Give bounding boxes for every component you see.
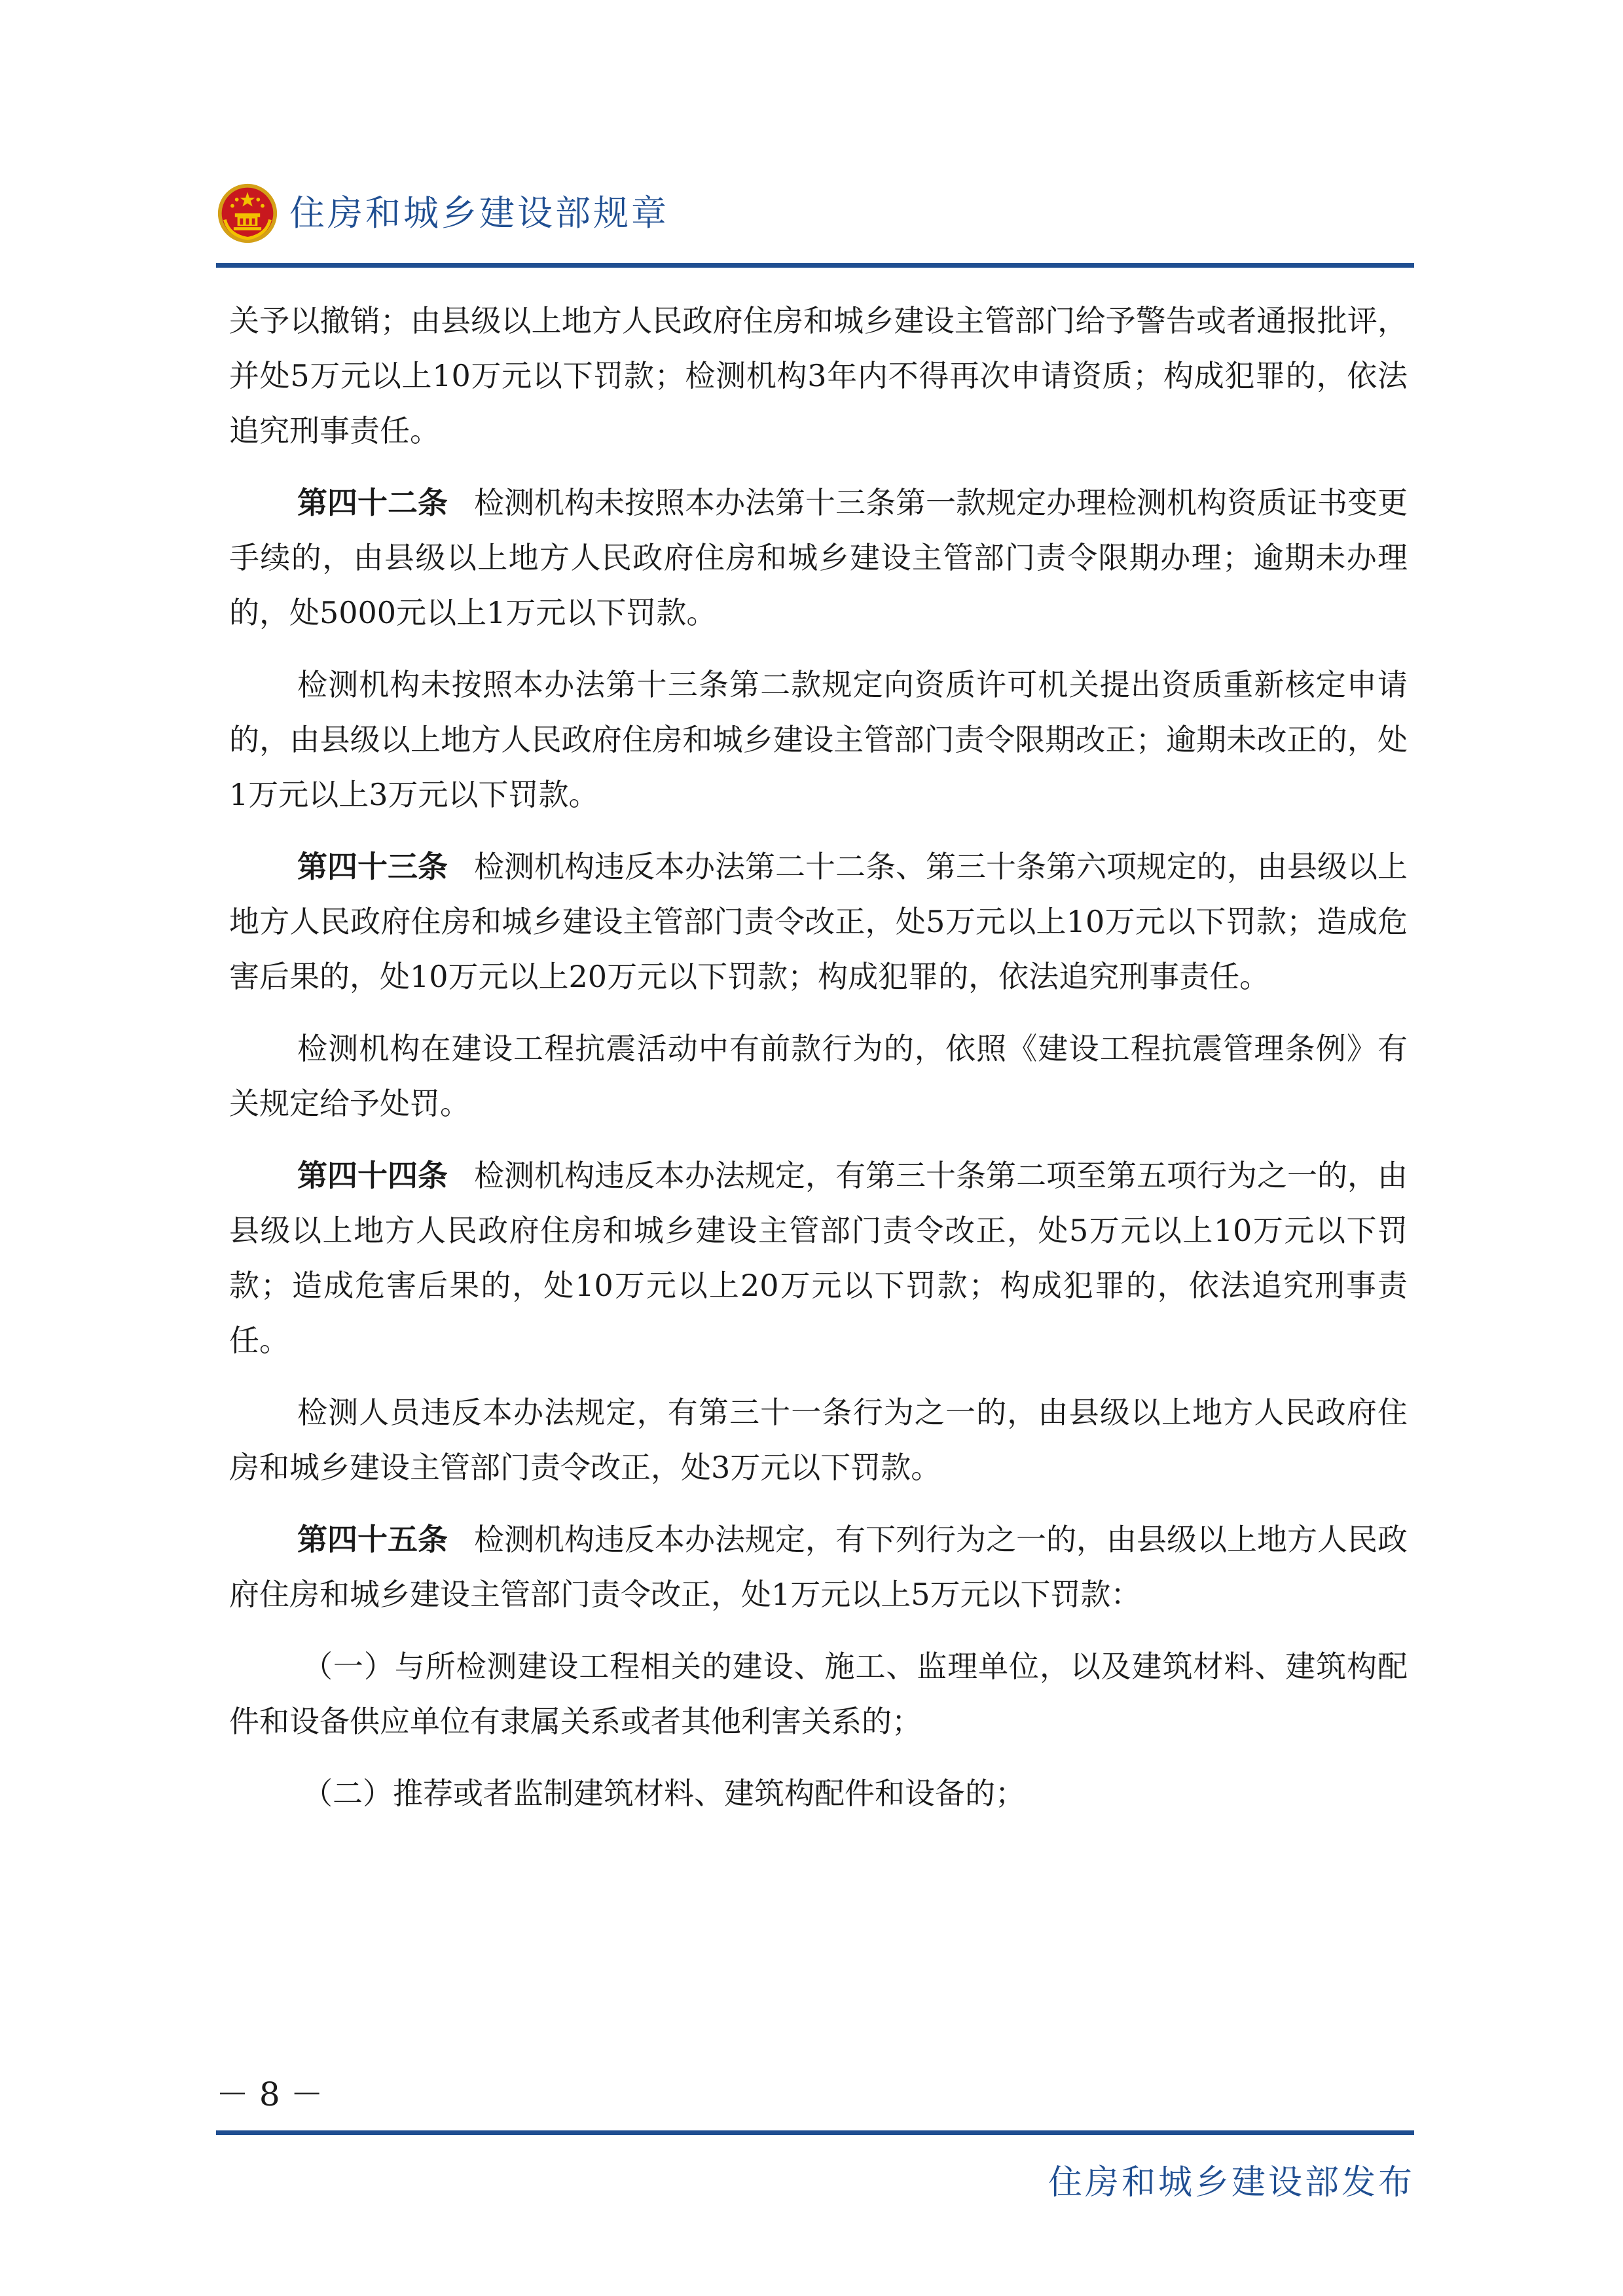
paragraph-text: 检测人员违反本办法规定，有第三十一条行为之一的，由县级以上地方人民政府住房和城乡建设主管部门责令改正，处3万元以下罚款。 bbox=[229, 1395, 1408, 1485]
page-number: － 8 － bbox=[216, 2075, 323, 2113]
article-42 bbox=[229, 475, 1408, 640]
article-number: 第四十二条 bbox=[297, 485, 448, 520]
paragraph bbox=[229, 657, 1408, 822]
footer-publisher: 住房和城乡建设部发布 bbox=[1048, 2163, 1415, 2202]
list-item bbox=[229, 1639, 1408, 1749]
article-44 bbox=[229, 1148, 1408, 1368]
article-number: 第四十三条 bbox=[297, 849, 448, 884]
paragraph bbox=[229, 293, 1408, 458]
paragraph-text: 检测机构违反本办法规定，有下列行为之一的，由县级以上地方人民政府住房和城乡建设主管部门责令改正，处1万元以上5万元以下罚款： bbox=[229, 1522, 1408, 1612]
header-divider bbox=[216, 263, 1414, 268]
article-43 bbox=[229, 839, 1408, 1004]
article-number: 第四十四条 bbox=[297, 1158, 448, 1193]
paragraph-text: 检测机构违反本办法规定，有第三十条第二项至第五项行为之一的，由县级以上地方人民政府住房和城乡建设主管部门责令改正，处5万元以上10万元以下罚款；造成危害后果的，处10万元以上20万元以下罚款；构成犯罪的，依法追究刑事责任。 bbox=[229, 1158, 1408, 1358]
page-header bbox=[216, 171, 1421, 250]
paragraph-text: 检测机构未按照本办法第十三条第二款规定向资质许可机关提出资质重新核定申请的，由县级以上地方人民政府住房和城乡建设主管部门责令限期改正；逾期未改正的，处1万元以上3万元以下罚款。 bbox=[229, 667, 1408, 812]
article-number: 第四十五条 bbox=[297, 1522, 448, 1557]
footer-divider bbox=[216, 2130, 1414, 2135]
paragraph-text: （一）与所检测建设工程相关的建设、施工、监理单位，以及建筑材料、建筑构配件和设备供应单位有隶属关系或者其他利害关系的； bbox=[229, 1649, 1408, 1739]
header-title: 住房和城乡建设部规章 bbox=[289, 192, 669, 234]
document-body bbox=[229, 293, 1408, 1838]
paragraph-text: 关予以撤销；由县级以上地方人民政府住房和城乡建设主管部门给予警告或者通报批评，并处5万元以上10万元以下罚款；检测机构3年内不得再次申请资质；构成犯罪的，依法追究刑事责任。 bbox=[229, 303, 1408, 448]
paragraph-text: 检测机构在建设工程抗震活动中有前款行为的，依照《建设工程抗震管理条例》有关规定给予处罚。 bbox=[229, 1031, 1408, 1121]
paragraph-text: 检测机构违反本办法第二十二条、第三十条第六项规定的，由县级以上地方人民政府住房和城乡建设主管部门责令改正，处5万元以上10万元以下罚款；造成危害后果的，处10万元以上20万元以下罚款；构成犯罪的，依法追究刑事责任。 bbox=[229, 849, 1408, 994]
paragraph-text: （二）推荐或者监制建筑材料、建筑构配件和设备的； bbox=[302, 1776, 1025, 1811]
paragraph-text: 检测机构未按照本办法第十三条第一款规定办理检测机构资质证书变更手续的，由县级以上地方人民政府住房和城乡建设主管部门责令限期办理；逾期未办理的，处5000元以上1万元以下罚款。 bbox=[229, 485, 1408, 630]
paragraph bbox=[229, 1385, 1408, 1495]
national-emblem-icon bbox=[216, 182, 279, 245]
article-45 bbox=[229, 1512, 1408, 1622]
list-item bbox=[229, 1766, 1408, 1821]
paragraph bbox=[229, 1021, 1408, 1131]
